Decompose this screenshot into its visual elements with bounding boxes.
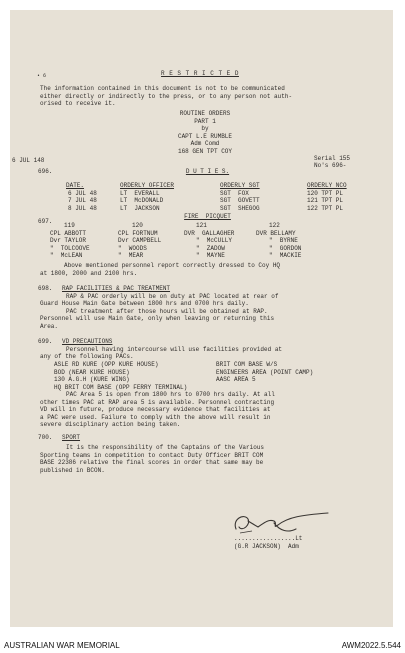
title-line: by — [201, 125, 209, 132]
table-cell: LT McDONALD — [120, 197, 164, 204]
table-cell: 121 TPT PL — [307, 197, 344, 204]
vd-body-line: other times PAC at RAP area 5 is available. Personnel contracting — [40, 398, 275, 406]
section-heading-picquet: FIRE PICQUET — [184, 213, 231, 220]
column-header: ORDERLY SGT — [220, 182, 260, 189]
table-cell: DVR GALLAGHER — [184, 229, 235, 237]
section-number: 700. — [38, 434, 53, 441]
rap-line: Guard House Main Gate between 1800 hrs and 0700 hrs daily. — [40, 300, 249, 307]
table-cell: LT JACKSON — [120, 204, 160, 212]
platoon-number: 120 — [132, 222, 143, 229]
pac-location: ENGINEERS AREA (POINT CAMP) — [216, 368, 314, 376]
rap-line: RAP & PAC orderly will be on duty at PAC located at rear of — [66, 292, 279, 300]
section-number: 696. — [38, 168, 53, 175]
table-cell: LT EVERALL — [120, 189, 160, 197]
title-line: PART 1 — [194, 117, 216, 125]
serial-number: Serial 155 — [314, 155, 351, 162]
column-header: ORDERLY OFFICER — [120, 182, 175, 189]
table-cell: " BYRNE — [269, 237, 298, 244]
table-cell: CPL FORTNUM — [118, 229, 158, 237]
platoon-number: 122 — [269, 222, 280, 229]
archive-footer — [0, 640, 405, 653]
vd-body-line: PAC Area 5 is open from 1800 hrs to 0700 hrs daily. At all — [66, 391, 275, 398]
vd-body-line: VD will in future, produce necessary evidence that facilities at — [40, 406, 271, 413]
signature-rank-line: .................Lt — [234, 535, 303, 542]
sport-line: published in BCON. — [40, 466, 105, 474]
table-cell: 120 TPT PL — [307, 189, 344, 197]
pac-location: HQ BRIT COM BASE (OPP FERRY TERMINAL) — [54, 383, 188, 391]
sport-line: BASE 22386 relative the final scores in order that same may be — [40, 459, 264, 466]
pac-location: BRIT COM BASE W/S — [216, 361, 278, 368]
sport-line: It is the responsibility of the Captains of the Various — [66, 444, 265, 451]
table-cell: CPL ABBOTT — [50, 229, 87, 237]
table-cell: SGT FOX — [220, 189, 249, 197]
table-cell: Dvr TAYLOR — [50, 237, 87, 244]
picquet-note-line: Above mentioned personnel report correctly dressed to Coy HQ — [64, 262, 281, 269]
vd-intro-line: any of the following PACs. — [40, 353, 134, 360]
table-cell: " MACKIE — [269, 252, 302, 259]
pac-location: ASLE RD KURE (OPP KURE HOUSE) — [54, 361, 159, 368]
section-number: 698. — [38, 285, 53, 292]
page-marks: • 6 — [37, 73, 47, 79]
platoon-number: 121 — [196, 222, 207, 229]
table-cell: " TOLCOOVE — [50, 244, 90, 252]
platoon-number: 119 — [64, 222, 75, 229]
section-heading-vd: VD PRECAUTIONS — [62, 338, 113, 345]
table-cell: 122 TPT PL — [307, 204, 344, 212]
table-cell: " McCULLY — [196, 237, 233, 244]
section-number: 697. — [38, 218, 53, 225]
footer-reference: AWM2022.5.544 — [341, 641, 401, 650]
table-cell: 6 JUL 48 — [68, 189, 97, 197]
pac-location: BOD (NEAR KURE HOUSE) — [54, 368, 130, 376]
notice-line-1: The information contained in this document is not to be communicated — [40, 85, 285, 92]
column-header: DATE. — [66, 182, 85, 189]
table-cell: 7 JUL 48 — [68, 197, 97, 204]
table-cell: " ZADOW — [196, 244, 225, 252]
title-line: CAPT L.E RUMBLE — [177, 132, 232, 140]
table-cell: DVR BELLAMY — [256, 229, 296, 237]
section-number: 699. — [38, 338, 53, 345]
signatory-name: (G.R JACKSON) Adm — [234, 543, 299, 550]
table-cell: " GORDON — [269, 244, 302, 252]
table-cell: " McLEAN — [50, 252, 83, 259]
pac-location: 130 A.G.H (KURE WING) — [54, 376, 130, 383]
rap-line: Personnel will use Main Gate, only when leaving or returning this — [40, 315, 275, 322]
order-date: 6 JUL 148 — [12, 157, 45, 164]
classification-heading: R E S T R I C T E D — [161, 70, 239, 77]
order-numbers: No's 696- — [314, 162, 347, 169]
rap-line: PAC treatment after those hours will be obtained at RAP. — [66, 307, 268, 315]
table-cell: 8 JUL 48 — [68, 204, 97, 212]
notice-line-2: either directly or indirectly to the press, or to any person not auth- — [40, 92, 293, 100]
sport-line: Sporting teams in competition to contact Duty Officer BRIT COM — [40, 451, 264, 459]
title-line: ROUTINE ORDERS — [179, 110, 231, 117]
section-heading-sport: SPORT — [62, 434, 81, 441]
notice-line-3: orised to receive it. — [40, 100, 116, 107]
document-page — [10, 10, 393, 627]
table-cell: SGT SHEGOG — [220, 204, 260, 212]
table-cell: " MAYNE — [196, 252, 225, 259]
table-cell: Dvr CAMPBELL — [118, 237, 162, 244]
table-cell: SGT GOVETT — [220, 197, 260, 204]
table-cell: " MEAR — [118, 252, 144, 259]
section-heading-duties: D U T I E S. — [185, 168, 230, 175]
section-heading-rap: RAP FACILITIES & PAC TREATMENT — [62, 285, 171, 292]
vd-body-line: severe disciplinary action being taken. — [40, 421, 181, 428]
footer-institution: AUSTRALIAN WAR MEMORIAL — [4, 641, 120, 650]
vd-intro-line: Personnel having intercourse will use facilities provided at — [66, 345, 283, 353]
column-header: ORDERLY NCO — [307, 182, 347, 189]
table-cell: " WOODS — [118, 244, 147, 252]
rap-line: Area. — [40, 322, 59, 330]
pac-location: AASC AREA 5 — [216, 376, 256, 383]
vd-body-line: a PAC were used. Failure to comply with the above will result in — [40, 413, 271, 421]
title-line: Adm Comd — [190, 140, 220, 147]
title-line: 168 GEN TPT COY — [177, 147, 232, 155]
picquet-note-line: at 1800, 2000 and 2100 hrs. — [40, 269, 138, 277]
